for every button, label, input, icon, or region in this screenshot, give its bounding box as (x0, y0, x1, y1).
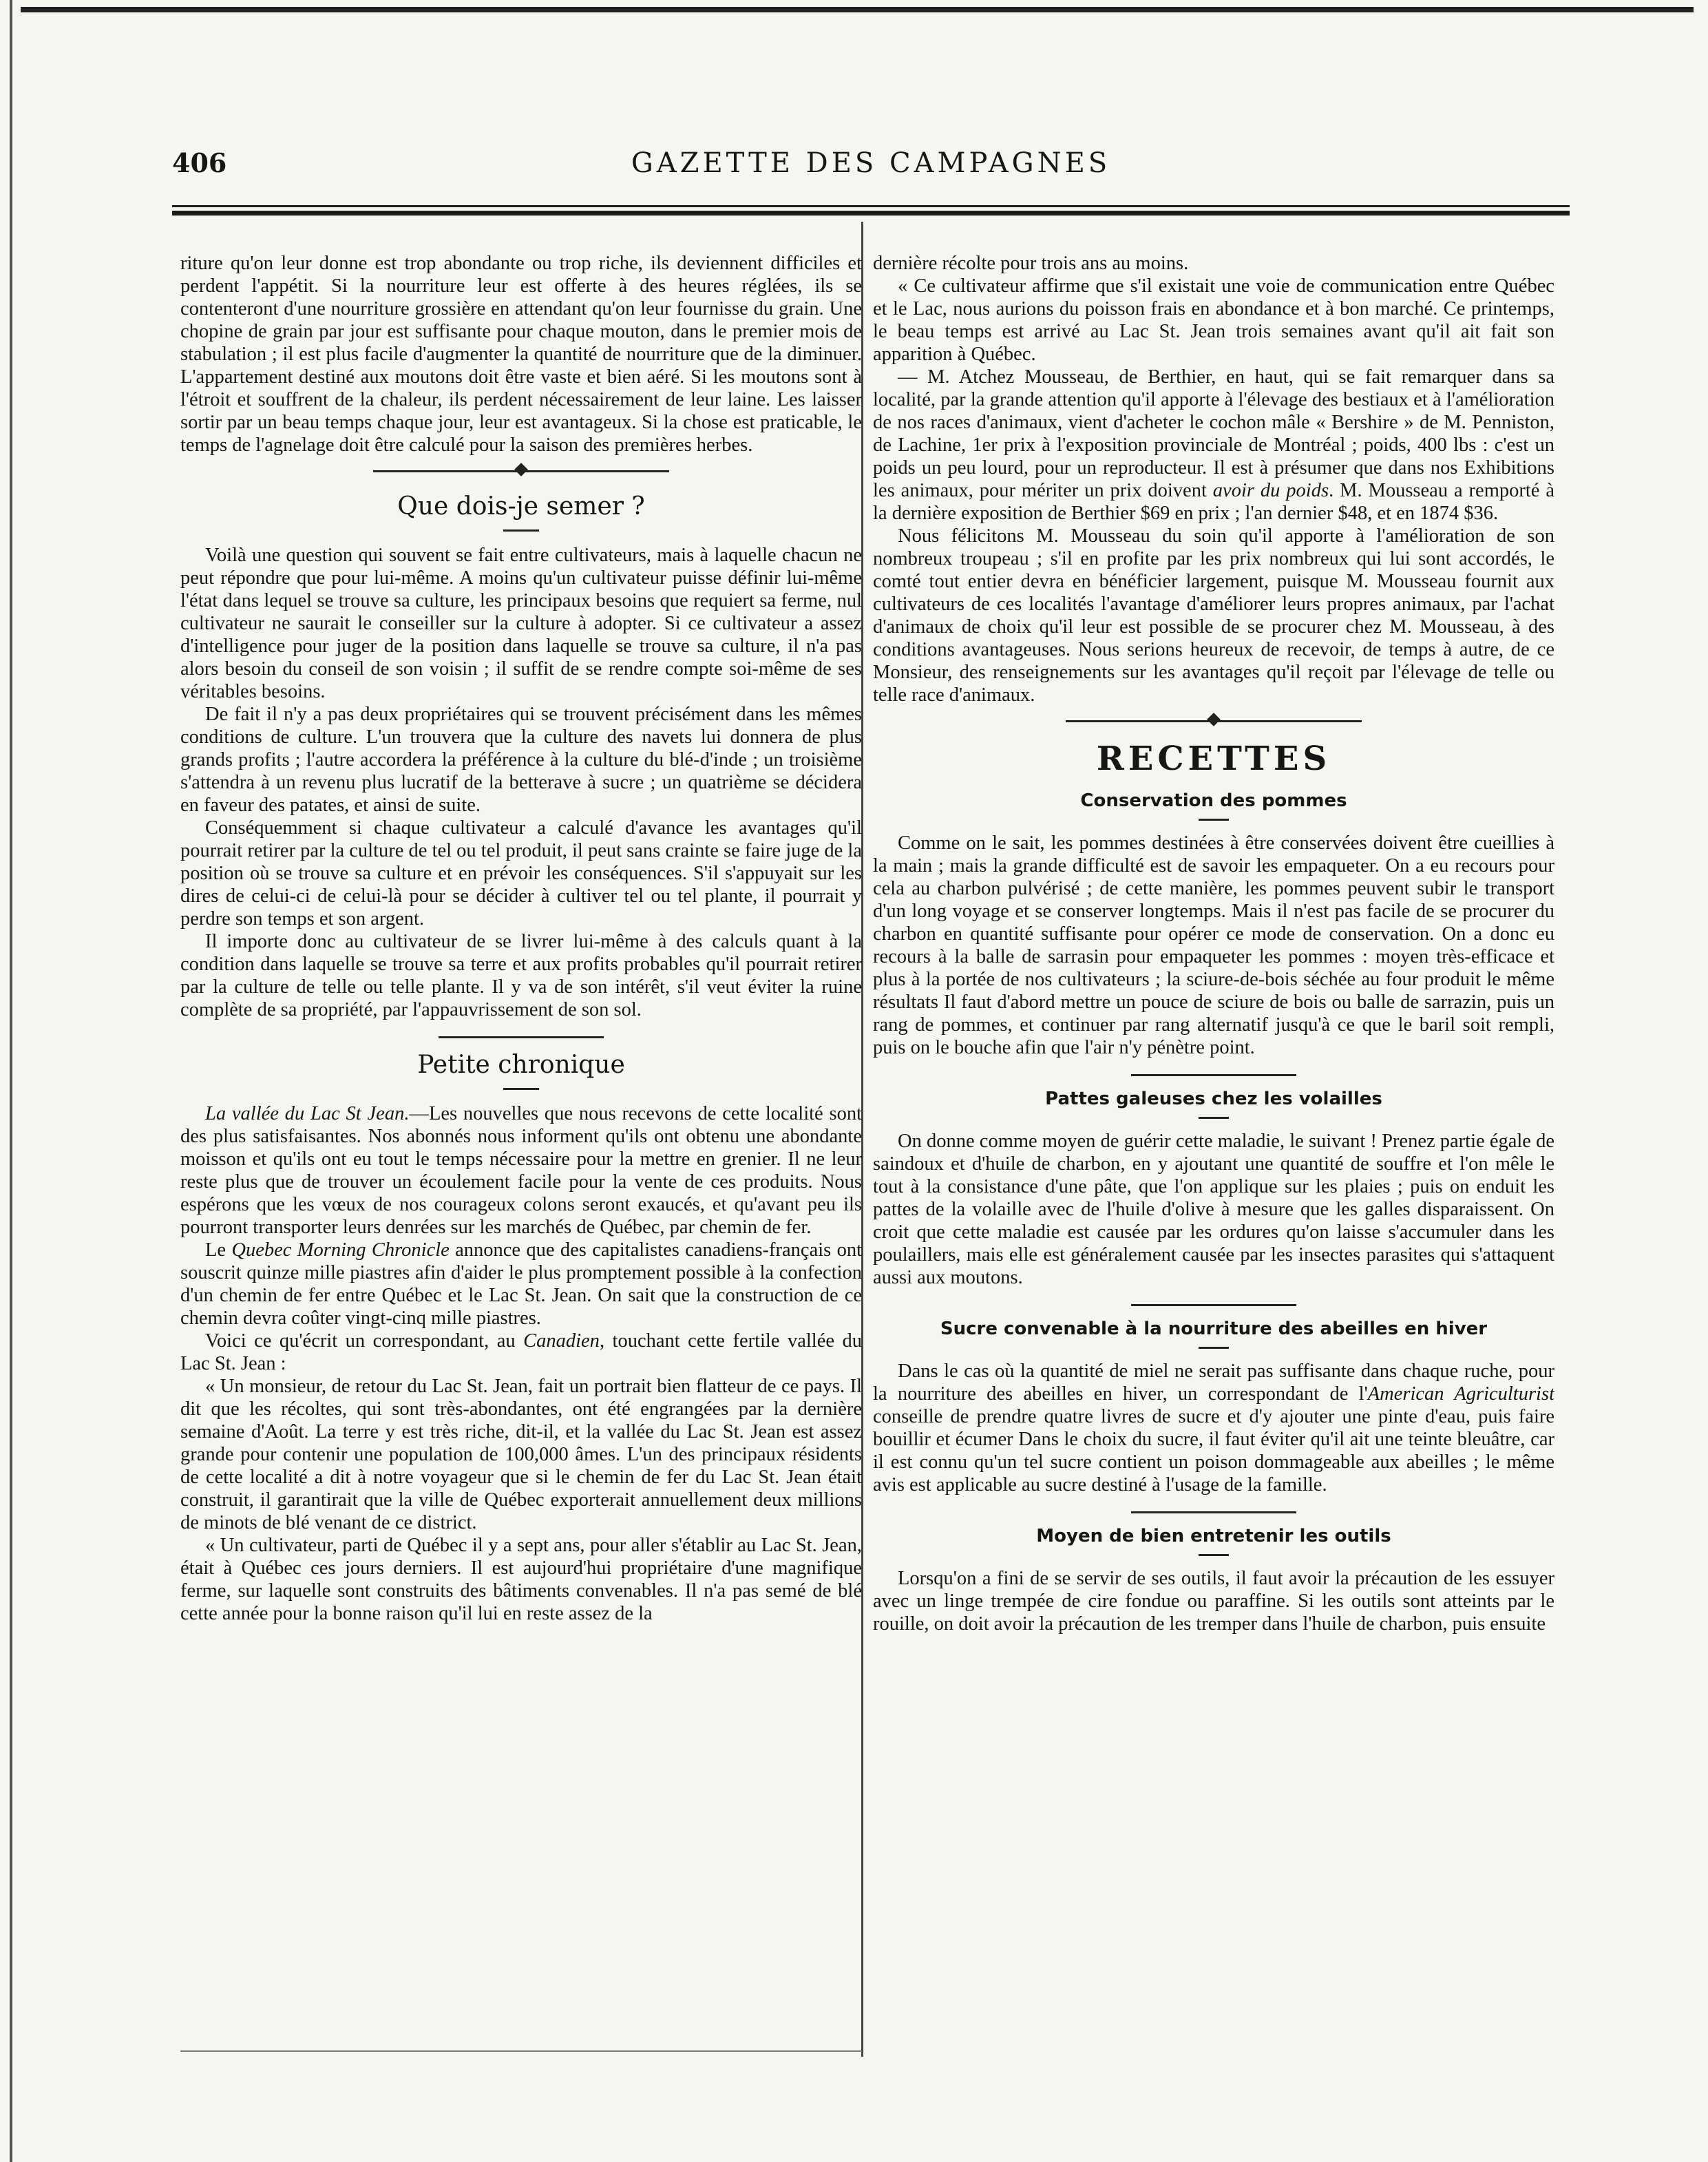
body-paragraph: De fait il n'y a pas deux propriétaires qui se trouvent précisément dans les mêmes conditions de culture. L'un trouvera que la culture des navets lui donnera de plus grands profits ; l'autre accordera la préférence à la culture du blé-d'inde ; un troisième s'attendra à un revenu plus lucratif de la betterave à sucre ; un quatrième se décidera en faveur des patates, et ainsi de suite. (180, 704, 862, 816)
recipe-text-part: conseille de prendre quatre livres de sucre et d'y ajouter une pinte d'eau, puis faire bouillir et écumer Dans le choix du sucre, il faut éviter qu'il ait une teinte bleuâtre, car il est connu qu'un tel sucre contient un poison dommageable aux abeilles ; le même avis est applicable au sucre destiné à l'usage de la famille. (873, 1406, 1554, 1495)
body-paragraph: Voilà une question qui souvent se fait entre cultivateurs, mais à laquelle chacun ne peut répondre que pour lui-même. A moins qu'un cultivateur puisse définir lui-même l'état dans lequel se trouve sa culture, les principaux besoins que requiert sa ferme, nul cultivateur ne saurait le conseiller sur la culture à adopter. Si ce cultivateur a assez d'intelligence pour juger de la position dans laquelle se trouve sa culture, il n'a pas alors besoin du conseil de son voisin ; il suffit de se rendre compte soi-même de ses véritables besoins. (180, 545, 862, 702)
header-rule-thin (172, 205, 1570, 207)
quoted-paragraph: « Un cultivateur, parti de Québec il y a sept ans, pour aller s'établir au Lac St. Jean, était à Québec ces jours derniers. Il est aujourd'hui propriétaire d'une magnifique ferme, sur laquelle sont construits des bâtiments convenables. Il n'a pas semé de blé cette année pour la bonne raison qu'il lui en reste assez de la (180, 1535, 862, 1624)
chronicle-paragraph (180, 1239, 862, 1330)
left-column (180, 252, 862, 2042)
newspaper-name: Quebec Morning Chronicle (231, 1239, 450, 1261)
recipe-title-pommes: Conservation des pommes (873, 790, 1554, 811)
body-paragraph: « Ce cultivateur affirme que s'il existait une voie de communication entre Québec et le Lac, nous aurions du poisson frais en abondance et à bon marché. Ce printemps, le beau temps est arrivé au Lac St. Jean trois semaines avant qu'il ait fait son apparition à Québec. (873, 275, 1554, 365)
section-ornament (873, 712, 1554, 730)
chronicle-text: Voici ce qu'écrit un correspondant, au (205, 1330, 524, 1352)
body-paragraph: dernière récolte pour trois ans au moins. (873, 253, 1189, 274)
recipe-title-abeilles: Sucre convenable à la nourriture des abeilles en hiver (873, 1319, 1554, 1339)
chronicle-text: , touchant cette fertile vallée du Lac St. Jean : (180, 1330, 862, 1374)
header-rule-thick (172, 211, 1570, 216)
chronicle-lead: La vallée du Lac St Jean. (205, 1103, 410, 1124)
section-rule (1131, 1074, 1296, 1076)
recipe-title-outils: Moyen de bien entretenir les outils (873, 1526, 1554, 1546)
recipe-text: Comme on le sait, les pommes destinées à être conservées doivent être cueillies à la main ; mais la grande difficulté est de savoir les empaqueter. On a eu recours pour cela au charbon pulvérisé ; de cette manière, les pommes peuvent subir le transport d'un long voyage et se conserver longtemps. Mais il n'est pas facile de se procurer du charbon en quantité suffisante pour opérer ce mode de conservation. On a donc eu recours à la balle de sarrasin pour empaqueter les pommes : moyen très-efficace et plus à la portée de nos cultivateurs ; la sciure-de-bois séchée au four produit le même résultats Il faut d'abord mettre un pouce de sciure de bois ou balle de sarrazin, puis un rang de pommes, et continuer par rang alternatif jusqu'à ce que le baril soit rempli, puis on le bouche afin que l'air n'y pénètre point. (873, 832, 1554, 1058)
section-rule (439, 1036, 604, 1038)
section-title-que-semer: Que dois-je semer ? (180, 492, 862, 521)
section-rule (1131, 1511, 1296, 1513)
emphasis-text: avoir du poids (1212, 480, 1329, 501)
chronicle-paragraph (180, 1330, 862, 1375)
body-paragraph: Nous félicitons M. Mousseau du soin qu'il apporte à l'amélioration de son nombreux troupeau ; s'il en profite par les prix nombreux qui lui sont accordés, le comté tout entier devra en bénéficier largement, puisque M. Mousseau fournit aux cultivateurs de ces localités l'avantage d'améliorer leurs propres animaux, par l'achat d'animaux de choix qu'il leur est possible de se procurer chez M. Mousseau, à des conditions avantageuses. Nous serions heureux de recevoir, de temps à autre, de ce Monsieur, des renseignements sur les avantages qu'il reçoit par l'élevage de telle ou telle race d'animaux. (873, 525, 1554, 706)
page-edge (10, 0, 12, 2162)
sheep-paragraph: riture qu'on leur donne est trop abondante ou trop riche, ils deviennent difficiles et perdent l'appétit. Si la nourriture leur est offerte à des heures réglées, ils se contenteront d'une nourriture grossière en attendant qu'on leur fournisse du grain. Une chopine de grain par jour est suffisante pour chaque mouton, dans le premier mois de stabulation ; il est plus facile d'augmenter la quantité de nourriture que de la diminuer. L'appartement destiné aux moutons doit être vaste et bien aéré. Si les moutons sont à l'étroit et souffrent de la chaleur, ils perdent nécessairement de leur laine. Les laisser sortir par un beau temps chaque jour, leur est avantageux. Si la chose est praticable, le temps de l'agnelage doit être calculé pour la saison des premières herbes. (180, 253, 862, 456)
running-head (172, 147, 1570, 189)
body-paragraph: Conséquemment si chaque cultivateur a calculé d'avance les avantages qu'il pourrait retirer par la culture de tel ou tel produit, il peut sans crainte se faire juge de la position où se trouve sa culture et en prévoir les conséquences. S'il s'appuyait sur les dires de celui-ci de celui-là pour se décider à cultiver tel ou tel plante, il pourrait y perdre son temps et son argent. (180, 817, 862, 930)
recipe-text-part: Dans le cas où la quantité de miel ne serait pas suffisante dans chaque ruche, pour la nourriture des abeilles en hiver, un correspondant de l' (873, 1361, 1554, 1405)
body-text: — M. Atchez Mousseau, de Berthier, en haut, qui se fait remarquer dans sa localité, par la grande attention qu'il apporte à l'élevage des bestiaux et à l'amélioration de nos races d'animaux, vient d'acheter le cochon mâle « Bershire » de M. Penniston, de Lachine, 1er prix à l'exposition provinciale de Montréal ; poids, 400 lbs : c'est un poids un peu lourd, pour un reproducteur. Il est à présumer que dans nos Exhibitions les animaux, pour mériter un prix doivent (873, 366, 1554, 501)
section-ornament (180, 462, 862, 480)
right-column (873, 252, 1554, 2042)
section-rule (1131, 1304, 1296, 1306)
chronicle-text: —Les nouvelles que nous recevons de cette localité sont des plus satisfaisantes. Nos abonnés nous informent qu'ils ont obtenu une abondante moisson et qu'ils ont eu tout le temps nécessaire pour la mettre en grenier. Il ne leur reste plus que de trouver un écoulement facile pour la vente de ces produits. Nous espérons que les vœux de nos courageux colons seront exaucés, et qu'avant peu ils pourront transporter leurs denrées sur les marchés de Québec, par chemin de fer. (180, 1103, 862, 1238)
recipe-text (873, 1360, 1554, 1496)
chronicle-paragraph (180, 1102, 862, 1239)
recettes-heading: RECETTES (1096, 739, 1331, 778)
chronicle-text: Le (205, 1239, 232, 1261)
chronicle-text: annonce que des capitalistes canadiens-français ont souscrit quinze mille piastres afin d'aider le plus promptement possible à la confection d'un chemin de fer entre Québec et le Lac St. Jean. On sait que la construction de ce chemin devra coûter vingt-cinq mille piastres. (180, 1239, 862, 1329)
mousseau-paragraph (873, 366, 1554, 525)
journal-title: GAZETTE DES CAMPAGNES (631, 147, 1111, 179)
newspaper-name: American Agriculturist (1367, 1383, 1554, 1405)
section-title-chronique: Petite chronique (180, 1051, 862, 1079)
recipe-text: On donne comme moyen de guérir cette maladie, le suivant ! Prenez partie égale de saindoux et d'huile de charbon, en y ajoutant une quantité de souffre et l'on mêle le tout à la consistance d'une pâte, que l'on applique sur les plaies ; puis on enduit les pattes de la volaille avec de l'huile d'olive à mesure que les galles disparaissent. On croit que cette maladie est causée par les ordures qu'on laisse s'accumuler dans les poulaillers, mais elle est généralement causée par les insectes parasites qui s'attaquent aussi aux moutons. (873, 1131, 1554, 1288)
body-paragraph: Il importe donc au cultivateur de se livrer lui-même à des calculs quant à la condition dans laquelle se trouve sa terre et aux profits probables qu'il pourrait retirer par la culture de telle ou telle plante. Il y va de son intérêt, s'il veut éviter la ruine complète de sa propriété, par l'appauvrissement de son sol. (180, 931, 862, 1020)
top-border-rule (21, 7, 1694, 12)
page-number: 406 (172, 147, 227, 178)
quoted-paragraph: « Un monsieur, de retour du Lac St. Jean, fait un portrait bien flatteur de ce pays. Il dit que les récoltes, qui sont très-abondantes, ont été engrangées par la dernière semaine d'Août. La terre y est très riche, dit-il, et la vallée du Lac St. Jean est assez grande pour contenir une population de 100,000 âmes. L'un des principaux résidents de cette localité a dit à notre voyageur que si le chemin de fer du Lac St. Jean était construit, il garantirait que la ville de Québec exporterait annuellement deux millions de minots de blé venant de ce district. (180, 1376, 862, 1533)
footer-rule (180, 2050, 862, 2052)
recipe-title-volailles: Pattes galeuses chez les volailles (873, 1089, 1554, 1109)
recipe-text: Lorsqu'on a fini de se servir de ses outils, il faut avoir la précaution de les essuyer avec un linge trempée de cire fondue ou paraffine. Si les outils sont atteints par le rouille, on doit avoir la précaution de les tremper dans l'huile de charbon, puis ensuite (873, 1568, 1554, 1635)
newspaper-name: Canadien (523, 1330, 600, 1352)
body-text: . M. Mousseau a remporté à la dernière exposition de Berthier $69 en prix ; l'an dernier $48, et en 1874 $36. (873, 480, 1554, 524)
